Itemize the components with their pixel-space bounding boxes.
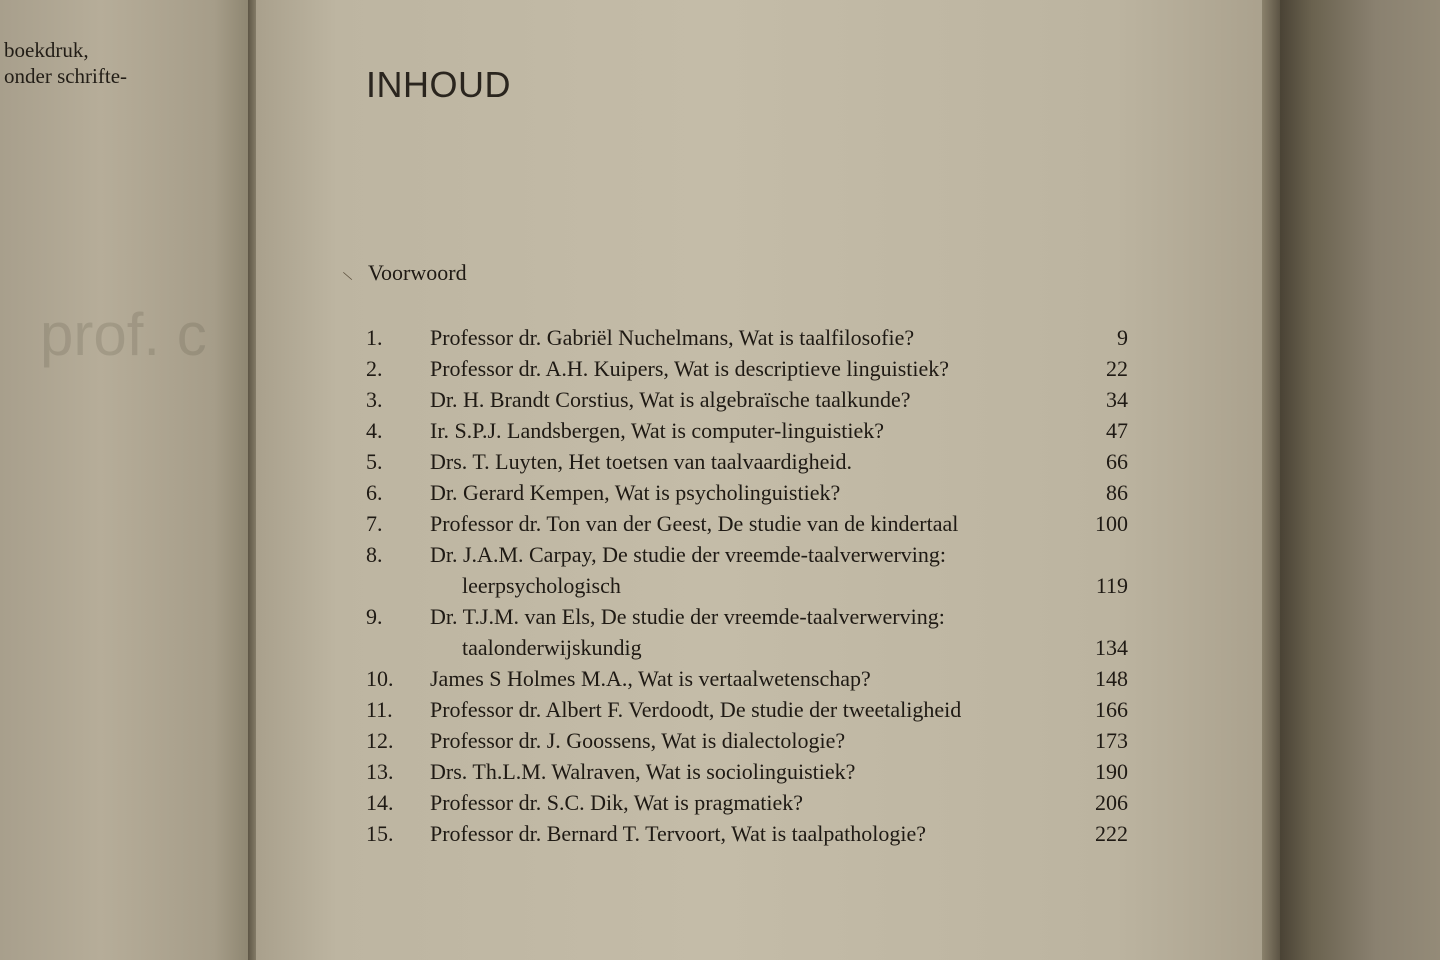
toc-entry bbox=[366, 387, 1136, 417]
toc-entry-number: 2. bbox=[366, 356, 383, 381]
toc-entry bbox=[366, 449, 1136, 479]
toc-entry-title: Dr. H. Brandt Corstius, Wat is algebraïsche taalkunde? bbox=[430, 387, 911, 412]
toc-entry-title: James S Holmes M.A., Wat is vertaalwetenschap? bbox=[430, 666, 871, 691]
toc-entry bbox=[366, 325, 1136, 355]
toc-entry bbox=[366, 418, 1136, 448]
toc-entry-number: 4. bbox=[366, 418, 383, 443]
toc-entry-title-continued: taalonderwijskundig bbox=[462, 635, 642, 660]
toc-entry-number: 3. bbox=[366, 387, 383, 412]
toc-entry-title: Dr. T.J.M. van Els, De studie der vreemde-taalverwerving: bbox=[430, 604, 945, 629]
toc-entry-page: 66 bbox=[1106, 449, 1128, 474]
toc-entry bbox=[366, 511, 1136, 541]
toc-entry-number: 15. bbox=[366, 821, 394, 846]
toc-entry-title: Professor dr. Ton van der Geest, De studie van de kindertaal bbox=[430, 511, 959, 536]
toc-entry-title: Ir. S.P.J. Landsbergen, Wat is computer-linguistiek? bbox=[430, 418, 885, 443]
toc-entry-number: 13. bbox=[366, 759, 394, 784]
toc-entry-page: 119 bbox=[1095, 573, 1128, 598]
toc-entry-number: 10. bbox=[366, 666, 394, 691]
toc-entry-number: 5. bbox=[366, 449, 383, 474]
page-heading: INHOUD bbox=[366, 64, 511, 105]
toc-entry-title: Professor dr. Bernard T. Tervoort, Wat is taalpathologie? bbox=[430, 821, 927, 846]
toc-entry-title: Professor dr. Gabriël Nuchelmans, Wat is taalfilosofie? bbox=[430, 325, 915, 350]
toc-entry-page: 206 bbox=[1095, 790, 1128, 815]
toc-entry bbox=[366, 356, 1136, 386]
toc-entry-number: 8. bbox=[366, 542, 383, 567]
toc-entry-title: Dr. J.A.M. Carpay, De studie der vreemde-taalverwerving: bbox=[430, 542, 947, 567]
toc-entry-page: 86 bbox=[1106, 480, 1128, 505]
toc-entry-title: Professor dr. S.C. Dik, Wat is pragmatiek? bbox=[430, 790, 804, 815]
toc-entry-page: 190 bbox=[1095, 759, 1128, 784]
left-page-line: onder schrifte- bbox=[4, 64, 128, 88]
toc-entry bbox=[366, 666, 1136, 696]
toc-entry-title: Drs. T. Luyten, Het toetsen van taalvaardigheid. bbox=[430, 449, 852, 474]
toc-entry-page: 9 bbox=[1117, 325, 1128, 350]
toc-entry-page: 34 bbox=[1106, 387, 1128, 412]
left-page-line: boekdruk, bbox=[4, 38, 89, 62]
toc-entry-number: 1. bbox=[366, 325, 383, 350]
toc-entry-continuation bbox=[366, 573, 1136, 603]
left-page-showthrough: prof. c bbox=[40, 301, 207, 368]
toc-entry-page: 222 bbox=[1095, 821, 1128, 846]
toc-entry-page: 100 bbox=[1095, 511, 1128, 536]
toc-entry-continuation bbox=[366, 635, 1136, 665]
toc-entry bbox=[366, 821, 1136, 851]
pencil-tick-mark: \ bbox=[341, 268, 355, 286]
toc-entry bbox=[366, 759, 1136, 789]
toc-entry-number: 14. bbox=[366, 790, 394, 815]
toc-entry bbox=[366, 728, 1136, 758]
toc-entry-page: 148 bbox=[1095, 666, 1128, 691]
toc-entry-title: Dr. Gerard Kempen, Wat is psycholinguistiek? bbox=[430, 480, 841, 505]
toc-entry-page: 22 bbox=[1106, 356, 1128, 381]
toc-entry-number: 6. bbox=[366, 480, 383, 505]
toc-entry-page: 173 bbox=[1095, 728, 1128, 753]
toc-entry-page: 166 bbox=[1095, 697, 1128, 722]
toc-entry-page: 134 bbox=[1095, 635, 1128, 660]
toc-entry-title-continued: leerpsychologisch bbox=[462, 573, 621, 598]
toc-entry-title: Drs. Th.L.M. Walraven, Wat is sociolinguistiek? bbox=[430, 759, 856, 784]
toc-entry-title: Professor dr. Albert F. Verdoodt, De studie der tweetaligheid bbox=[430, 697, 962, 722]
toc-entry-number: 12. bbox=[366, 728, 394, 753]
toc-entry-title: Professor dr. A.H. Kuipers, Wat is descriptieve linguistiek? bbox=[430, 356, 950, 381]
preface-entry: Voorwoord bbox=[368, 260, 467, 285]
toc-entry-number: 7. bbox=[366, 511, 383, 536]
toc-entry bbox=[366, 480, 1136, 510]
toc-entry bbox=[366, 542, 1136, 572]
toc-entry-number: 9. bbox=[366, 604, 383, 629]
toc-entry-page: 47 bbox=[1106, 418, 1128, 443]
toc-entry bbox=[366, 604, 1136, 634]
toc-entry bbox=[366, 790, 1136, 820]
toc-entry bbox=[366, 697, 1136, 727]
toc-entry-title: Professor dr. J. Goossens, Wat is dialectologie? bbox=[430, 728, 846, 753]
toc-entry-number: 11. bbox=[366, 697, 393, 722]
